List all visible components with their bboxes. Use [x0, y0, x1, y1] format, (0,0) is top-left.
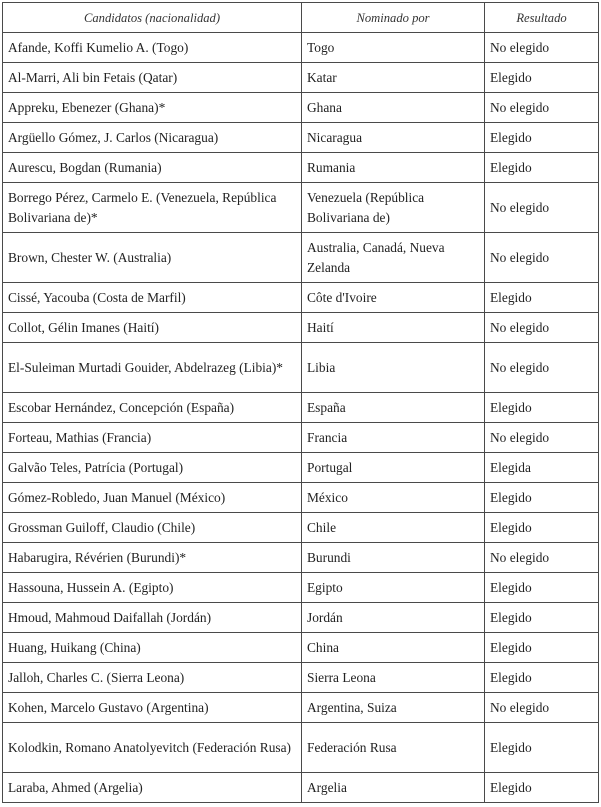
cell-result: Elegido — [485, 483, 599, 513]
cell-result: Elegido — [485, 663, 599, 693]
cell-candidate: Cissé, Yacouba (Costa de Marfil) — [3, 283, 302, 313]
cell-candidate: Kolodkin, Romano Anatolyevitch (Federación Rusa) — [3, 723, 302, 773]
cell-nominated-by: Venezuela (República Bolivariana de) — [302, 183, 485, 233]
table-row — [3, 633, 599, 663]
table-row — [3, 483, 599, 513]
cell-candidate: Galvão Teles, Patrícia (Portugal) — [3, 453, 302, 483]
table-row — [3, 513, 599, 543]
cell-result: No elegido — [485, 693, 599, 723]
cell-result: No elegido — [485, 183, 599, 233]
cell-nominated-by: Rumania — [302, 153, 485, 183]
cell-candidate: El-Suleiman Murtadi Gouider, Abdelrazeg (Libia)* — [3, 343, 302, 393]
cell-nominated-by: Côte d'Ivoire — [302, 283, 485, 313]
table-row — [3, 543, 599, 573]
cell-nominated-by: Argelia — [302, 773, 485, 803]
cell-candidate: Escobar Hernández, Concepción (España) — [3, 393, 302, 423]
table-row — [3, 343, 599, 393]
cell-nominated-by: Egipto — [302, 573, 485, 603]
cell-result: No elegido — [485, 423, 599, 453]
table-row — [3, 423, 599, 453]
cell-result: No elegido — [485, 313, 599, 343]
cell-nominated-by: España — [302, 393, 485, 423]
cell-nominated-by: Australia, Canadá, Nueva Zelanda — [302, 233, 485, 283]
cell-nominated-by: Chile — [302, 513, 485, 543]
cell-candidate: Forteau, Mathias (Francia) — [3, 423, 302, 453]
table-row — [3, 663, 599, 693]
cell-nominated-by: Francia — [302, 423, 485, 453]
cell-candidate: Brown, Chester W. (Australia) — [3, 233, 302, 283]
cell-result: No elegido — [485, 33, 599, 63]
cell-nominated-by: Sierra Leona — [302, 663, 485, 693]
cell-nominated-by: Nicaragua — [302, 123, 485, 153]
table-row — [3, 313, 599, 343]
header-candidates: Candidatos (nacionalidad) — [3, 3, 302, 33]
table-header-row — [3, 3, 599, 33]
cell-result: Elegido — [485, 513, 599, 543]
cell-result: Elegido — [485, 63, 599, 93]
cell-candidate: Afande, Koffi Kumelio A. (Togo) — [3, 33, 302, 63]
cell-result: No elegido — [485, 343, 599, 393]
cell-candidate: Borrego Pérez, Carmelo E. (Venezuela, República Bolivariana de)* — [3, 183, 302, 233]
table-row — [3, 723, 599, 773]
cell-candidate: Kohen, Marcelo Gustavo (Argentina) — [3, 693, 302, 723]
cell-result: No elegido — [485, 543, 599, 573]
cell-result: Elegido — [485, 283, 599, 313]
cell-result: Elegido — [485, 153, 599, 183]
cell-candidate: Huang, Huikang (China) — [3, 633, 302, 663]
table-row — [3, 693, 599, 723]
cell-nominated-by: Burundi — [302, 543, 485, 573]
table-row — [3, 233, 599, 283]
table-row — [3, 573, 599, 603]
cell-nominated-by: México — [302, 483, 485, 513]
cell-result: Elegido — [485, 123, 599, 153]
cell-result: Elegido — [485, 773, 599, 803]
cell-nominated-by: Federación Rusa — [302, 723, 485, 773]
cell-candidate: Grossman Guiloff, Claudio (Chile) — [3, 513, 302, 543]
cell-nominated-by: Jordán — [302, 603, 485, 633]
cell-nominated-by: Argentina, Suiza — [302, 693, 485, 723]
cell-nominated-by: Portugal — [302, 453, 485, 483]
table-row — [3, 63, 599, 93]
cell-result: Elegido — [485, 603, 599, 633]
table-row — [3, 183, 599, 233]
cell-nominated-by: Katar — [302, 63, 485, 93]
cell-candidate: Hassouna, Hussein A. (Egipto) — [3, 573, 302, 603]
table-row — [3, 393, 599, 423]
table-row — [3, 123, 599, 153]
table-row — [3, 773, 599, 803]
cell-candidate: Habarugira, Révérien (Burundi)* — [3, 543, 302, 573]
cell-nominated-by: Libia — [302, 343, 485, 393]
cell-candidate: Hmoud, Mahmoud Daifallah (Jordán) — [3, 603, 302, 633]
cell-candidate: Al-Marri, Ali bin Fetais (Qatar) — [3, 63, 302, 93]
cell-candidate: Aurescu, Bogdan (Rumania) — [3, 153, 302, 183]
cell-candidate: Collot, Gélin Imanes (Haití) — [3, 313, 302, 343]
table-row — [3, 153, 599, 183]
cell-candidate: Jalloh, Charles C. (Sierra Leona) — [3, 663, 302, 693]
table-row — [3, 453, 599, 483]
cell-candidate: Gómez-Robledo, Juan Manuel (México) — [3, 483, 302, 513]
table-row — [3, 33, 599, 63]
cell-result: Elegido — [485, 573, 599, 603]
table-row — [3, 93, 599, 123]
header-nominated-by: Nominado por — [302, 3, 485, 33]
cell-candidate: Appreku, Ebenezer (Ghana)* — [3, 93, 302, 123]
table-row — [3, 283, 599, 313]
table-row — [3, 603, 599, 633]
cell-result: No elegido — [485, 93, 599, 123]
table-body — [3, 33, 599, 803]
cell-result: Elegido — [485, 723, 599, 773]
cell-result: No elegido — [485, 233, 599, 283]
cell-candidate: Argüello Gómez, J. Carlos (Nicaragua) — [3, 123, 302, 153]
cell-result: Elegido — [485, 393, 599, 423]
header-result: Resultado — [485, 3, 599, 33]
cell-nominated-by: Ghana — [302, 93, 485, 123]
cell-candidate: Laraba, Ahmed (Argelia) — [3, 773, 302, 803]
cell-nominated-by: Haití — [302, 313, 485, 343]
candidates-table — [2, 2, 599, 803]
cell-result: Elegido — [485, 633, 599, 663]
cell-nominated-by: Togo — [302, 33, 485, 63]
cell-result: Elegida — [485, 453, 599, 483]
cell-nominated-by: China — [302, 633, 485, 663]
